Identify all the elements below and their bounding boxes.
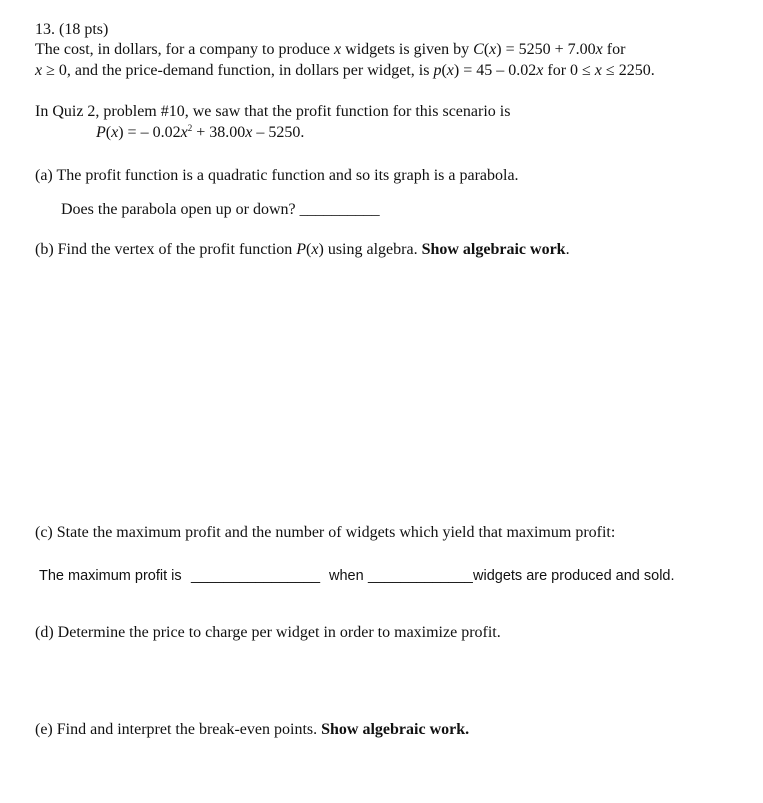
- intro1-text-c: = 5250 + 7.00: [501, 41, 596, 58]
- problem-header: [35, 20, 108, 40]
- part-e-bold-instruction: Show algebraic work.: [321, 721, 470, 738]
- part-d-text: (d) Determine the price to charge per widget in order to maximize profit.: [35, 624, 501, 641]
- intro2-text-d: ≤ 2250.: [601, 62, 655, 79]
- intro2-text-c: for 0 ≤: [543, 62, 595, 79]
- part-a-question: Does the parabola open up or down?: [61, 201, 296, 218]
- intro1-text-d: for: [602, 41, 626, 58]
- profit-function-line: [96, 123, 304, 143]
- quiz-reference-line: [35, 102, 510, 122]
- widgets-label-row: [473, 566, 675, 586]
- quiz-reference-text: In Quiz 2, problem #10, we saw that the profit function for this scenario is: [35, 103, 511, 120]
- intro2-var-x3: x: [594, 62, 602, 79]
- part-b-func-p: P: [296, 241, 307, 258]
- intro1-text-a: The cost, in dollars, for a company to produce: [35, 41, 335, 58]
- intro2-var-x2: x: [536, 62, 544, 79]
- part-b-text-b: using algebra.: [323, 241, 422, 258]
- widgets-count-blank[interactable]: _____________: [368, 568, 473, 584]
- max-profit-blank[interactable]: ________________: [191, 568, 321, 584]
- intro1-text-b: widgets is given by: [341, 41, 474, 58]
- profit-text-b: + 38.00: [192, 124, 246, 141]
- profit-text-a: = – 0.02: [123, 124, 181, 141]
- when-label-row: [329, 566, 364, 586]
- intro2-text-b: = 45 – 0.02: [459, 62, 537, 79]
- profit-paren-open: (: [105, 124, 112, 141]
- part-c-line: [35, 523, 615, 543]
- intro1-var-x2: x: [595, 41, 603, 58]
- intro1-var-x: x: [334, 41, 342, 58]
- part-d-line: [35, 623, 501, 643]
- part-b-paren-close: ): [318, 241, 324, 258]
- max-profit-blank-row: [191, 566, 320, 586]
- intro2-paren-open: (: [441, 62, 447, 79]
- part-a-answer-blank[interactable]: __________: [299, 201, 380, 218]
- part-b-paren-open: (: [306, 241, 312, 258]
- part-b-text-a: (b) Find the vertex of the profit function: [35, 241, 297, 258]
- intro2-text-a: ≥ 0, and the price-demand function, in dollars per widget, is: [42, 62, 434, 79]
- widgets-blank-row: [368, 566, 473, 586]
- intro2-var-x: x: [35, 62, 43, 79]
- part-e-line: [35, 720, 469, 740]
- part-a-line: [35, 166, 519, 186]
- profit-text-c: – 5250.: [252, 124, 305, 141]
- intro2-func-p: p: [433, 62, 442, 79]
- part-a-text: (a) The profit function is a quadratic function and so its graph is a parabola.: [35, 167, 519, 184]
- part-c-text: (c) State the maximum profit and the number of widgets which yield that maximum profit:: [35, 524, 616, 541]
- intro1-paren-close: ): [496, 41, 502, 58]
- problem-header-text: 13. (18 pts): [35, 21, 109, 38]
- problem-intro-line-1: [35, 40, 625, 60]
- part-b-period: .: [565, 241, 570, 258]
- problem-intro-line-2: [35, 61, 655, 81]
- intro1-arg-x: x: [489, 41, 497, 58]
- profit-exponent: 2: [187, 123, 193, 133]
- profit-var-x: x: [180, 124, 188, 141]
- part-a-question-line: [61, 200, 380, 220]
- profit-func-p: P: [96, 124, 106, 141]
- part-e-text: (e) Find and interpret the break-even points.: [35, 721, 322, 738]
- part-b-bold-instruction: Show algebraic work: [421, 241, 566, 258]
- profit-arg-x: x: [111, 124, 119, 141]
- part-c-max-profit-label-row: [39, 566, 182, 586]
- max-profit-label: The maximum profit is: [39, 568, 182, 584]
- part-b-arg-x: x: [311, 241, 319, 258]
- widgets-label: widgets are produced and sold.: [473, 568, 675, 584]
- intro2-arg-x: x: [446, 62, 454, 79]
- intro2-paren-close: ): [453, 62, 460, 79]
- intro1-func-c: C: [473, 41, 484, 58]
- profit-var-x2: x: [245, 124, 253, 141]
- when-label: when: [329, 568, 364, 584]
- intro1-paren-open: (: [483, 41, 490, 58]
- profit-paren-close: ): [118, 124, 124, 141]
- part-b-line: [35, 240, 570, 260]
